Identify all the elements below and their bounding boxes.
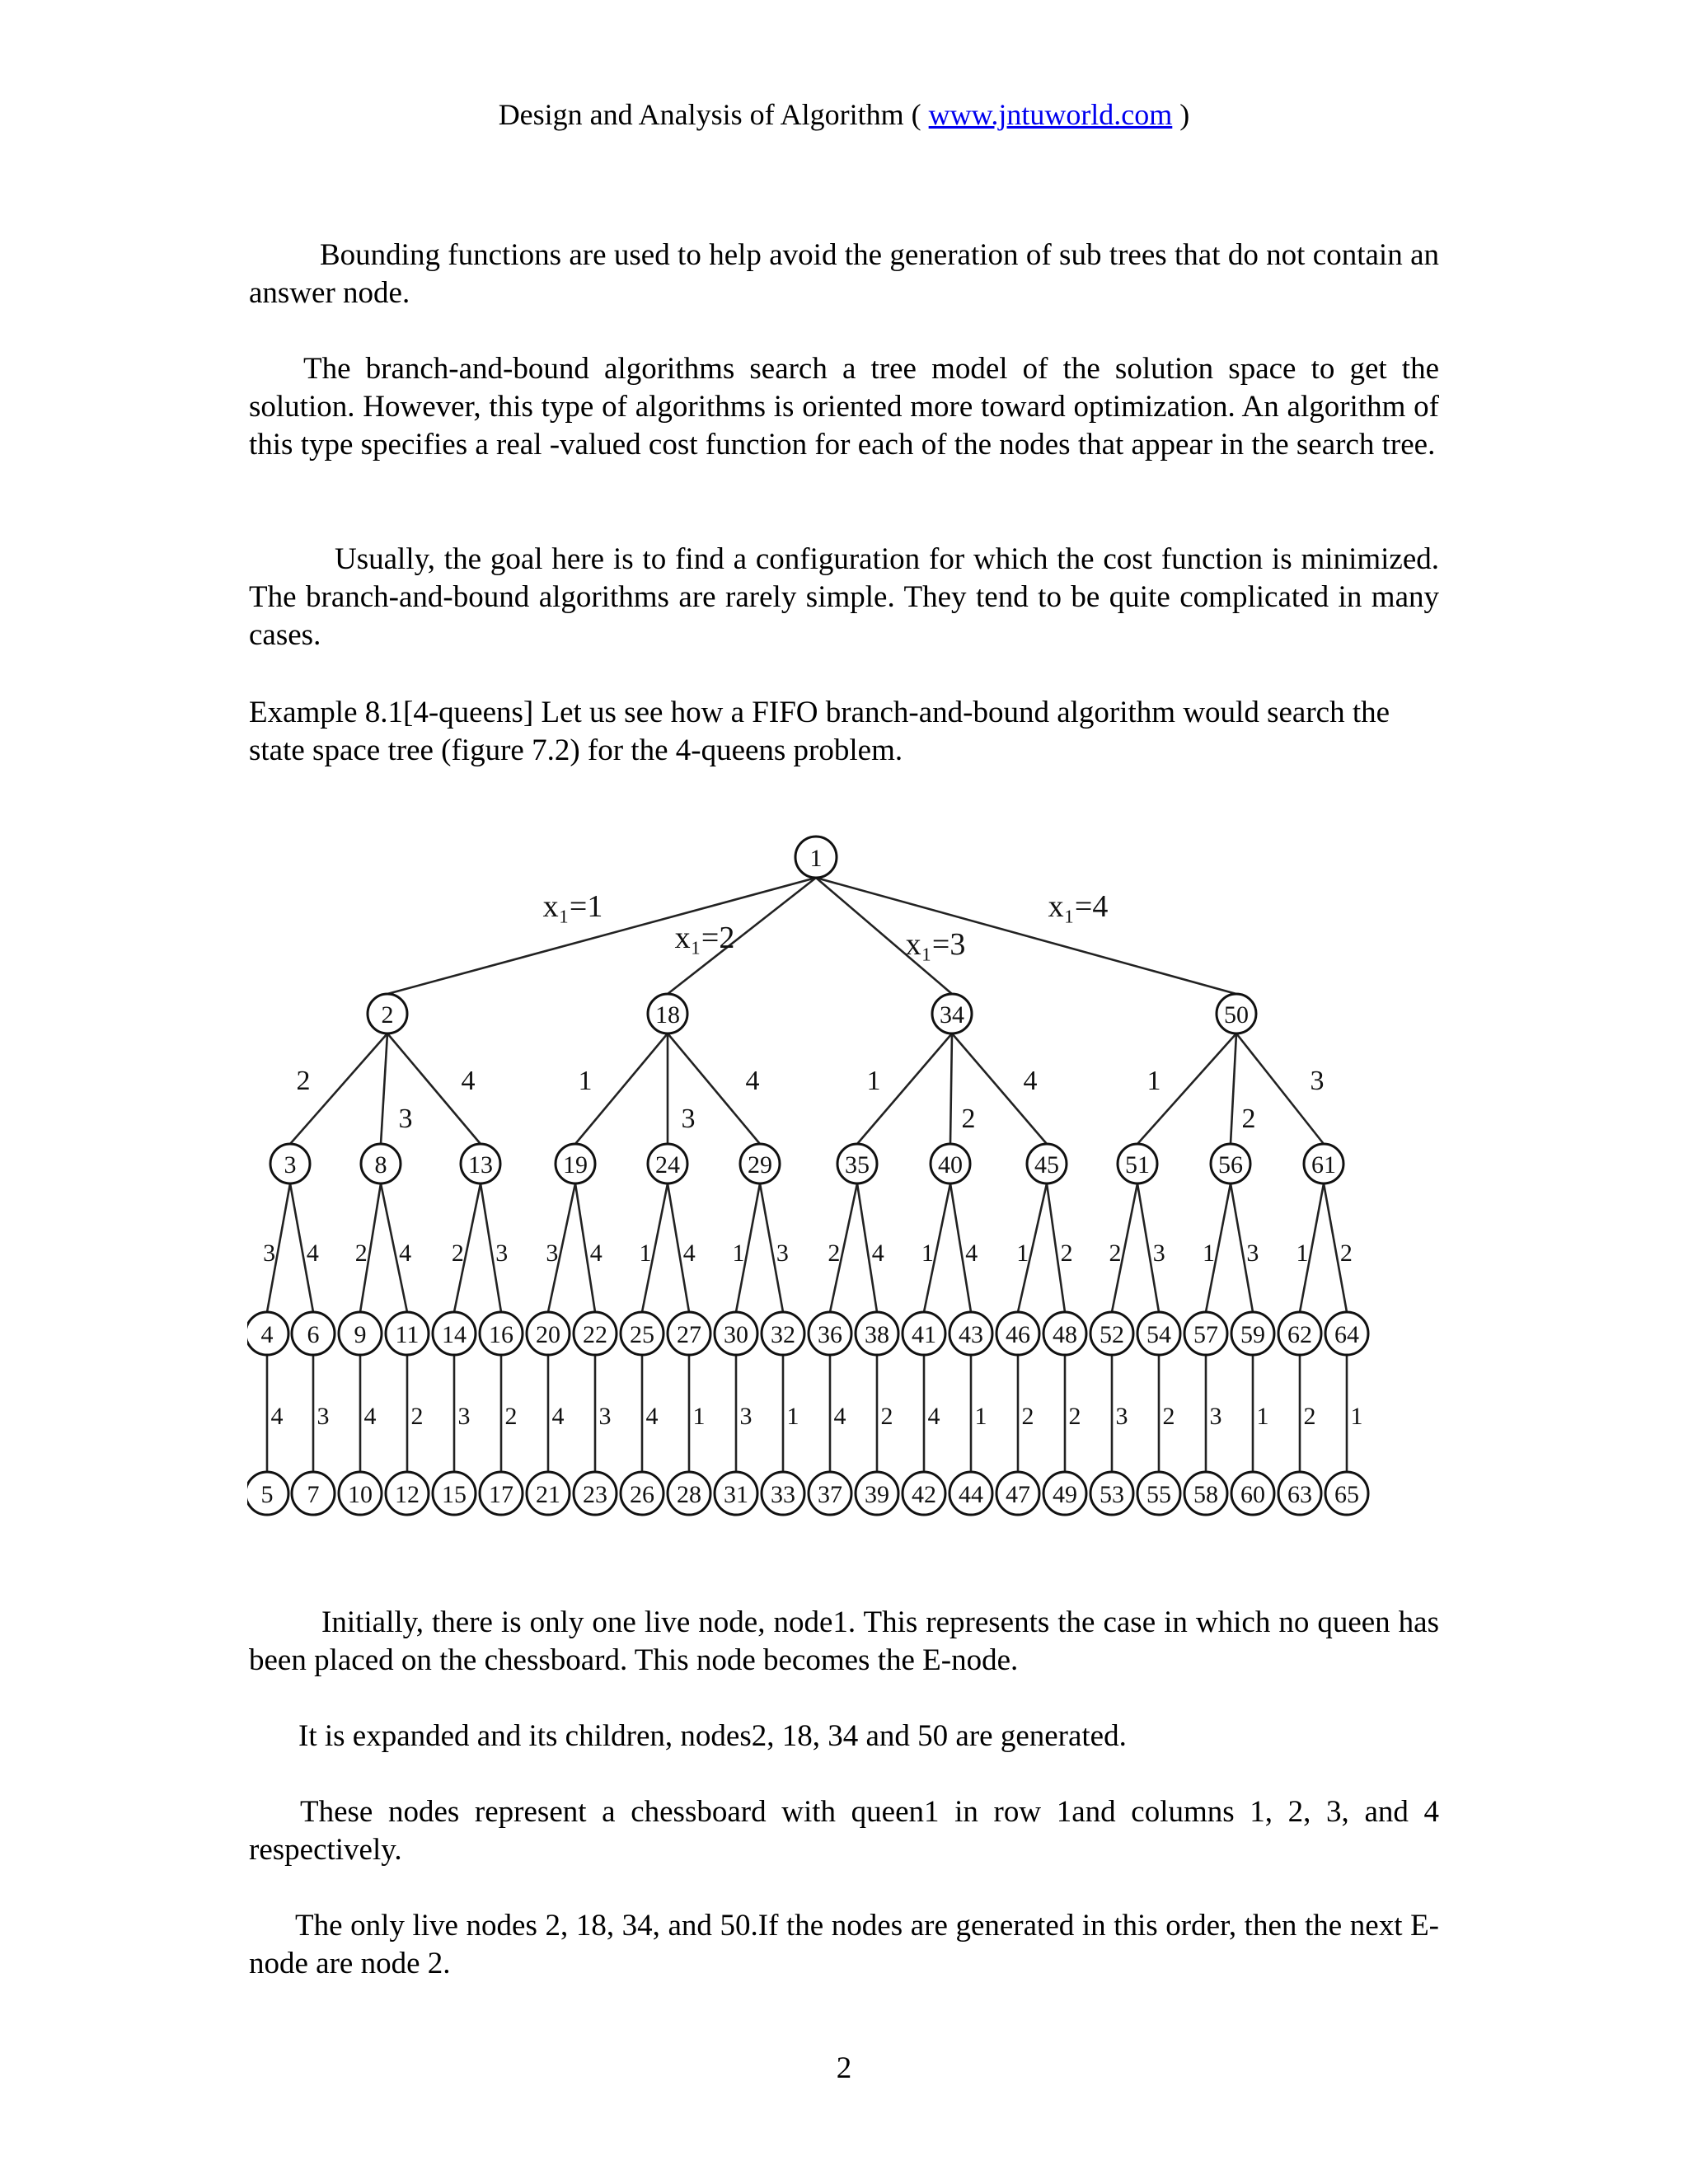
tree-edge-label-l3-6: 3: [546, 1240, 559, 1267]
tree-node-l4-12-label: 37: [818, 1480, 842, 1508]
tree-edge-label-l2-1: 3: [398, 1104, 413, 1134]
tree-node-l4-20-label: 58: [1193, 1480, 1218, 1508]
paragraph-chessboard: These nodes represent a chessboard with queen1 in row 1and columns 1, 2, 3, and 4 respectively.: [249, 1795, 1439, 1867]
tree-node-l3-17-label: 48: [1053, 1320, 1077, 1348]
tree-node-l4-9-label: 28: [677, 1480, 701, 1508]
tree-edge-label-l4-13: 2: [880, 1403, 893, 1430]
tree-edge-label-l3-5: 3: [495, 1240, 509, 1267]
tree-node-l2-8-label: 45: [1034, 1151, 1059, 1179]
tree-edge-label-x1-3: x₁=4: [1048, 889, 1109, 924]
state-space-tree-figure: [247, 824, 1393, 1549]
tree-node-l2-4-label: 24: [655, 1151, 680, 1179]
tree-edge-label-l4-10: 3: [739, 1403, 753, 1430]
tree-edge-label-l3-7: 4: [589, 1240, 603, 1267]
tree-edge-label-l3-0: 3: [263, 1240, 276, 1267]
tree-edge-label-l4-0: 4: [270, 1403, 284, 1430]
page-number: 2: [836, 2051, 852, 2085]
tree-edge-label-l3-16: 1: [1016, 1240, 1029, 1267]
tree-node-l4-18-label: 53: [1100, 1480, 1124, 1508]
tree-node-l2-5-label: 29: [748, 1151, 772, 1179]
tree-node-l4-4-label: 15: [442, 1480, 467, 1508]
paragraph-expanded: It is expanded and its children, nodes2, 18, 34 and 50 are generated.: [298, 1719, 1127, 1753]
tree-node-l4-13-label: 39: [865, 1480, 889, 1508]
tree-node-l2-2-label: 13: [468, 1151, 493, 1179]
tree-edge-label-l3-19: 3: [1152, 1240, 1165, 1267]
tree-node-l4-19-label: 55: [1146, 1480, 1171, 1508]
tree-node-l1-1-label: 18: [655, 1001, 680, 1029]
tree-node-l3-2-label: 9: [354, 1320, 367, 1348]
tree-node-l4-15-label: 44: [959, 1480, 983, 1508]
tree-edge-label-l4-4: 3: [457, 1403, 471, 1430]
tree-node-l4-16-label: 47: [1006, 1480, 1030, 1508]
tree-node-l4-21-label: 60: [1240, 1480, 1265, 1508]
tree-node-l4-10-label: 31: [724, 1480, 748, 1508]
tree-edge-label-l2-6: 1: [866, 1066, 881, 1096]
tree-edge-label-l4-1: 3: [316, 1403, 330, 1430]
tree-edge-label-l4-7: 3: [598, 1403, 612, 1430]
tree-edge-label-l3-18: 2: [1109, 1240, 1122, 1267]
tree-node-l1-2-label: 34: [940, 1001, 964, 1029]
paragraph-branch-and-bound: The branch-and-bound algorithms search a tree model of the solution space to get the solution. However, this type of algorithms is oriented more toward optimization. An algorithm of this type specifies a real -valued cost function for each of the nodes that appear in the search tree.: [249, 352, 1439, 462]
tree-node-l4-3-label: 12: [395, 1480, 420, 1508]
tree-node-l1-3-label: 50: [1224, 1001, 1249, 1029]
tree-edge-label-l4-21: 1: [1256, 1403, 1269, 1430]
tree-edge-label-l4-9: 1: [692, 1403, 706, 1430]
tree-node-l4-23-label: 65: [1334, 1480, 1359, 1508]
paragraph-live-nodes: The only live nodes 2, 18, 34, and 50.If the nodes are generated in this order, then the next E-node are node 2.: [249, 1909, 1439, 1980]
tree-node-l2-0-label: 3: [284, 1151, 297, 1179]
tree-edge-root-3: [816, 878, 1236, 994]
tree-node-root-label: 1: [809, 844, 823, 872]
tree-node-l2-1-label: 8: [374, 1151, 387, 1179]
tree-edge-l2-1: [381, 1033, 387, 1144]
tree-node-l4-7-label: 23: [583, 1480, 607, 1508]
tree-node-l3-18-label: 52: [1100, 1320, 1124, 1348]
tree-edge-label-l3-15: 4: [965, 1240, 978, 1267]
tree-edge-label-l4-8: 4: [645, 1403, 659, 1430]
tree-edge-label-l4-6: 4: [551, 1403, 565, 1430]
tree-node-l3-7-label: 22: [583, 1320, 607, 1348]
tree-edge-label-l3-9: 4: [682, 1240, 696, 1267]
paragraph-initially: Initially, there is only one live node, node1. This represents the case in which no queen has been placed on the chessboard. This node becomes the E-node.: [249, 1605, 1439, 1677]
tree-node-l4-14-label: 42: [912, 1480, 936, 1508]
page-header: [0, 97, 1688, 132]
tree-edge-label-l3-13: 4: [871, 1240, 884, 1267]
tree-edge-label-l3-8: 1: [639, 1240, 652, 1267]
tree-node-l4-2-label: 10: [348, 1480, 373, 1508]
paragraph-goal: Usually, the goal here is to find a configuration for which the cost function is minimized. The branch-and-bound algorithms are rarely simple. They tend to be quite complicated in many cases.: [249, 542, 1439, 652]
tree-edge-label-l2-10: 2: [1241, 1104, 1256, 1134]
tree-edge-label-l3-20: 1: [1203, 1240, 1215, 1267]
tree-edge-label-l3-11: 3: [776, 1240, 789, 1267]
paragraph-example: Example 8.1[4-queens] Let us see how a FIFO branch-and-bound algorithm would search the state space tree (figure 7.2) for the 4-queens problem.: [249, 696, 1390, 767]
tree-node-l2-10-label: 56: [1218, 1151, 1243, 1179]
tree-edge-label-l4-12: 4: [833, 1403, 846, 1430]
tree-edge-label-l3-22: 1: [1296, 1240, 1309, 1267]
tree-node-l3-8-label: 25: [630, 1320, 654, 1348]
tree-node-l3-6-label: 20: [536, 1320, 560, 1348]
tree-node-l3-11-label: 32: [771, 1320, 795, 1348]
header-link[interactable]: www.jntuworld.com: [928, 98, 1173, 131]
tree-edge-l2-10: [1231, 1033, 1236, 1144]
tree-node-l3-12-label: 36: [818, 1320, 842, 1348]
tree-edge-label-x1-2: x₁=3: [905, 927, 966, 962]
tree-edge-label-l2-8: 4: [1023, 1066, 1038, 1096]
tree-node-l2-9-label: 51: [1125, 1151, 1150, 1179]
tree-edge-label-l3-10: 1: [732, 1240, 745, 1267]
tree-edge-label-l2-3: 1: [578, 1066, 593, 1096]
tree-edge-label-l2-2: 4: [461, 1066, 476, 1096]
tree-edge-label-l4-5: 2: [504, 1403, 518, 1430]
tree-node-l2-11-label: 61: [1311, 1151, 1336, 1179]
tree-node-l3-3-label: 11: [395, 1320, 420, 1348]
tree-edge-label-l4-15: 1: [974, 1403, 987, 1430]
tree-node-l3-4-label: 14: [442, 1320, 467, 1348]
tree-node-l3-5-label: 16: [489, 1320, 513, 1348]
tree-node-l3-19-label: 54: [1146, 1320, 1171, 1348]
tree-node-l4-11-label: 33: [771, 1480, 795, 1508]
tree-node-l3-15-label: 43: [959, 1320, 983, 1348]
tree-edge-label-l3-14: 1: [921, 1240, 934, 1267]
tree-edge-label-x1-1: x₁=2: [674, 921, 735, 955]
tree-node-l4-6-label: 21: [536, 1480, 560, 1508]
tree-node-l2-6-label: 35: [845, 1151, 870, 1179]
tree-edge-label-l4-11: 1: [786, 1403, 799, 1430]
header-title-suffix: ): [1172, 98, 1190, 131]
tree-node-l3-9-label: 27: [677, 1320, 701, 1348]
header-title-prefix: Design and Analysis of Algorithm (: [498, 98, 929, 131]
tree-edge-label-l4-2: 4: [363, 1403, 377, 1430]
tree-edge-l2-7: [950, 1033, 952, 1144]
tree-edge-label-l3-12: 2: [828, 1240, 841, 1267]
tree-node-l4-22-label: 63: [1287, 1480, 1312, 1508]
tree-node-l4-5-label: 17: [489, 1480, 513, 1508]
tree-edge-label-l3-21: 3: [1246, 1240, 1259, 1267]
tree-node-l4-1-label: 7: [307, 1480, 320, 1508]
tree-edge-label-l3-23: 2: [1339, 1240, 1353, 1267]
tree-edge-label-l3-1: 4: [306, 1240, 319, 1267]
paragraph-bounding-functions: Bounding functions are used to help avoid the generation of sub trees that do not contain an answer node.: [249, 238, 1439, 310]
tree-node-l3-0-label: 4: [260, 1320, 274, 1348]
tree-node-l2-3-label: 19: [563, 1151, 588, 1179]
tree-edge-label-l4-19: 2: [1162, 1403, 1175, 1430]
tree-edge-label-l4-23: 1: [1350, 1403, 1363, 1430]
tree-node-l3-16-label: 46: [1006, 1320, 1030, 1348]
tree-edge-label-l4-17: 2: [1068, 1403, 1081, 1430]
tree-node-l3-14-label: 41: [912, 1320, 936, 1348]
tree-edge-label-l4-22: 2: [1303, 1403, 1316, 1430]
tree-edge-label-l2-9: 1: [1146, 1066, 1161, 1096]
tree-edge-label-l4-18: 3: [1115, 1403, 1128, 1430]
tree-node-l4-0-label: 5: [260, 1480, 274, 1508]
tree-node-l3-22-label: 62: [1287, 1320, 1312, 1348]
tree-node-l4-17-label: 49: [1053, 1480, 1077, 1508]
tree-edge-label-l4-16: 2: [1021, 1403, 1034, 1430]
tree-edge-label-l3-17: 2: [1060, 1240, 1073, 1267]
tree-edge-label-l4-20: 3: [1209, 1403, 1222, 1430]
tree-node-l2-7-label: 40: [938, 1151, 963, 1179]
tree-node-l3-1-label: 6: [307, 1320, 320, 1348]
tree-edge-label-l2-0: 2: [296, 1066, 311, 1096]
tree-edge-label-l2-11: 3: [1310, 1066, 1325, 1096]
tree-node-l3-13-label: 38: [865, 1320, 889, 1348]
tree-edge-label-l2-7: 2: [961, 1104, 976, 1134]
tree-node-l3-21-label: 59: [1240, 1320, 1265, 1348]
tree-edge-label-l3-3: 4: [399, 1240, 412, 1267]
tree-edge-label-x1-0: x₁=1: [542, 889, 603, 924]
tree-node-l1-0-label: 2: [381, 1001, 394, 1029]
tree-node-l4-8-label: 26: [630, 1480, 654, 1508]
tree-edge-label-l4-3: 2: [410, 1403, 424, 1430]
tree-node-l3-20-label: 57: [1193, 1320, 1218, 1348]
tree-node-l3-10-label: 30: [724, 1320, 748, 1348]
tree-edge-label-l2-4: 3: [681, 1104, 696, 1134]
tree-edge-label-l2-5: 4: [745, 1066, 760, 1096]
tree-edge-label-l4-14: 4: [927, 1403, 940, 1430]
tree-edge-label-l3-4: 2: [451, 1240, 464, 1267]
tree-node-l3-23-label: 64: [1334, 1320, 1359, 1348]
tree-edge-label-l3-2: 2: [354, 1240, 368, 1267]
